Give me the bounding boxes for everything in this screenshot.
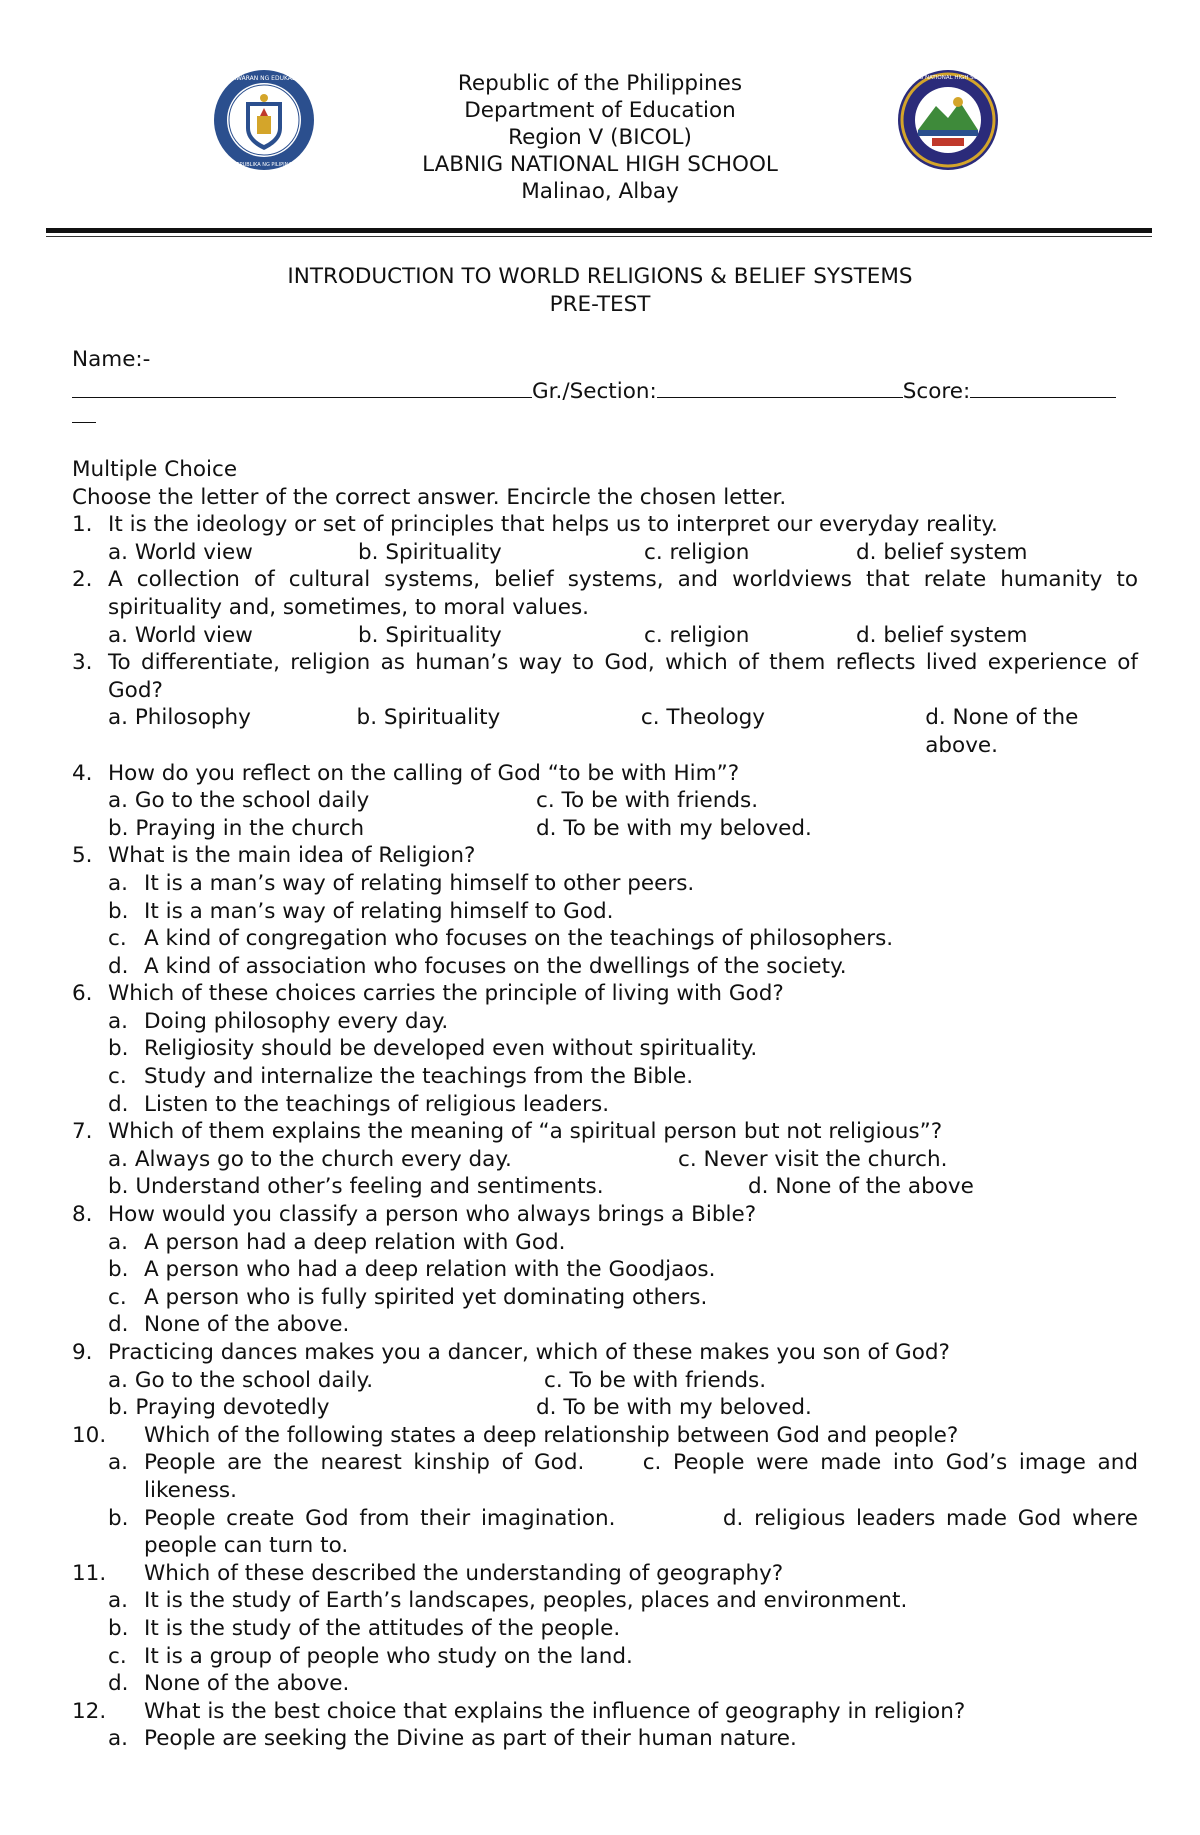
option-d[interactable]: d. To be with my beloved.	[536, 1395, 812, 1421]
seal-left-text: KAGAWARAN NG EDUKASYON	[219, 75, 309, 82]
option-text: Doing philosophy every day.	[144, 1008, 449, 1034]
option-text: Listen to the teachings of religious leaders.	[144, 1091, 610, 1117]
option-c[interactable]: c. To be with friends.	[544, 1367, 767, 1393]
option-c-text[interactable]: People were made into God’s image and likeness.	[144, 1450, 1139, 1503]
question-4-options-row-1	[108, 787, 1138, 815]
option-b[interactable]	[108, 1035, 1138, 1063]
option-letter: a.	[108, 1588, 129, 1614]
score-label: Score:	[902, 379, 971, 404]
question-3-options	[108, 704, 1138, 759]
question-number: 7.	[72, 1119, 93, 1145]
question-8-options	[108, 1229, 1138, 1339]
option-b[interactable]: b. Praying devotedly	[108, 1395, 330, 1421]
test-title: PRE-TEST	[549, 292, 651, 317]
school-seal-icon	[896, 68, 1000, 172]
name-label: Name:-	[72, 347, 151, 372]
question-9-options-row-2	[108, 1394, 1138, 1422]
question-number: 10.	[72, 1422, 107, 1448]
question-number: 12.	[72, 1698, 107, 1724]
option-a[interactable]	[108, 1587, 1138, 1615]
question-number: 11.	[72, 1560, 107, 1586]
option-text: A kind of congregation who focuses on the teachings of philosophers.	[144, 926, 894, 952]
question-6	[72, 980, 1138, 1008]
option-letter: b.	[108, 1505, 129, 1531]
option-d-text[interactable]: religious leaders made God where people can turn to.	[144, 1505, 1139, 1559]
question-text: Which of these choices carries the principle of living with God?	[108, 981, 784, 1007]
option-c[interactable]	[108, 1643, 1138, 1671]
option-letter: b.	[108, 898, 129, 924]
option-d[interactable]	[108, 953, 1138, 981]
option-a[interactable]	[108, 870, 1138, 898]
option-a[interactable]	[108, 1725, 1138, 1753]
option-b[interactable]: b. Spirituality	[358, 622, 502, 648]
subject-title: INTRODUCTION TO WORLD RELIGIONS & BELIEF SYSTEMS	[287, 264, 913, 289]
deped-seal-icon	[212, 68, 316, 172]
option-letter: d.	[108, 953, 129, 979]
option-a[interactable]	[108, 1229, 1138, 1257]
option-text: A person who is fully spirited yet dominating others.	[144, 1284, 708, 1310]
option-a-text[interactable]: People are the nearest kinship of God.	[144, 1450, 585, 1476]
question-11-options	[108, 1587, 1138, 1697]
section-title: Multiple Choice	[72, 457, 238, 482]
option-letter: d.	[108, 1671, 129, 1697]
option-text: None of the above.	[144, 1312, 350, 1338]
question-7-options-row-1	[108, 1146, 1138, 1174]
option-d[interactable]: d. None of the above.	[925, 705, 1079, 758]
question-number: 5.	[72, 843, 93, 869]
option-row-b-d	[108, 1505, 1138, 1560]
option-c[interactable]	[108, 1284, 1138, 1312]
option-c[interactable]: c. religion	[644, 622, 750, 648]
header-divider	[46, 228, 1152, 233]
question-text: How would you classify a person who always brings a Bible?	[108, 1202, 757, 1228]
question-12	[72, 1698, 1138, 1726]
question-3	[72, 649, 1138, 704]
question-number: 1.	[72, 512, 93, 538]
option-text: It is the study of the attitudes of the people.	[144, 1615, 621, 1641]
option-letter-c: c.	[642, 1450, 662, 1476]
question-5-options	[108, 870, 1138, 980]
option-c[interactable]: c. Theology	[640, 705, 766, 731]
option-letter: d.	[108, 1091, 129, 1117]
option-letter: a.	[108, 1450, 129, 1476]
seal-left-bottom-text: REPUBLIKA NG PILIPINAS	[233, 162, 295, 168]
question-2-options	[108, 622, 1138, 650]
question-number: 8.	[72, 1202, 93, 1228]
option-a[interactable]: a. Philosophy	[108, 705, 251, 731]
question-7-options-row-2	[108, 1173, 1138, 1201]
question-text: Practicing dances makes you a dancer, which of these makes you son of God?	[108, 1340, 950, 1365]
instructions: Choose the letter of the correct answer. Encircle the chosen letter.	[72, 484, 787, 510]
option-text: A kind of association who focuses on the dwellings of the society.	[144, 953, 847, 979]
option-c[interactable]: c. Never visit the church.	[678, 1146, 948, 1172]
option-b-d-text[interactable]	[144, 1505, 1138, 1560]
option-b[interactable]	[108, 1256, 1138, 1284]
option-c[interactable]	[108, 1063, 1138, 1091]
option-text: It is a man’s way of relating himself to God.	[144, 898, 614, 924]
option-letter: a.	[108, 1726, 129, 1752]
option-d[interactable]: d. None of the above	[748, 1174, 974, 1200]
question-number: 9.	[72, 1340, 93, 1365]
option-text: It is a group of people who study on the land.	[144, 1643, 633, 1669]
question-text: To differentiate, religion as human’s way to God, which of them reflects lived experience of God?	[108, 650, 1138, 703]
option-letter: c.	[108, 1064, 127, 1090]
option-letter: b.	[108, 1615, 129, 1641]
option-a[interactable]	[108, 1008, 1138, 1036]
question-text: Which of the following states a deep relationship between God and people?	[144, 1422, 959, 1448]
option-text: People are seeking the Divine as part of their human nature.	[144, 1726, 797, 1752]
option-a-c-text[interactable]	[144, 1449, 1138, 1504]
option-a[interactable]: a. World view	[108, 622, 253, 648]
question-1	[72, 511, 1138, 539]
header-line-republic: Republic of the Philippines	[457, 71, 743, 96]
question-4-options-row-2	[108, 815, 1138, 843]
option-letter: a.	[108, 1229, 129, 1255]
option-letter: c.	[108, 1643, 127, 1669]
question-text: How do you reflect on the calling of God “to be with Him”?	[108, 760, 740, 786]
question-7	[72, 1118, 1138, 1146]
option-text: A person had a deep relation with God.	[144, 1229, 566, 1255]
option-d[interactable]: d. belief system	[856, 622, 1028, 648]
option-b[interactable]: b. Understand other’s feeling and sentiments.	[108, 1174, 604, 1200]
option-b[interactable]	[108, 898, 1138, 926]
score-field-continuation	[72, 404, 96, 423]
option-a[interactable]: a. World view	[108, 539, 253, 565]
option-b-text[interactable]: People create God from their imagination.	[144, 1505, 616, 1531]
question-number: 4.	[72, 760, 93, 786]
option-letter: a.	[108, 870, 129, 896]
option-a[interactable]: a. Always go to the church every day.	[108, 1146, 512, 1172]
question-10-options	[108, 1449, 1138, 1559]
question-9-options-row-1	[108, 1367, 1138, 1395]
option-c[interactable]: c. To be with friends.	[536, 788, 759, 814]
question-number: 6.	[72, 981, 93, 1007]
question-text: What is the best choice that explains the influence of geography in religion?	[144, 1698, 966, 1724]
question-8	[72, 1201, 1138, 1229]
option-letter: d.	[108, 1312, 129, 1338]
option-c[interactable]: c. religion	[644, 539, 750, 565]
option-d[interactable]	[108, 1091, 1138, 1119]
option-text: Religiosity should be developed even without spirituality.	[144, 1036, 758, 1062]
form-line	[72, 375, 1138, 407]
question-5	[72, 842, 1138, 870]
header-line-school: LABNIG NATIONAL HIGH SCHOOL	[422, 152, 778, 177]
question-text: Which of them explains the meaning of “a spiritual person but not religious”?	[108, 1119, 943, 1145]
question-1-options	[108, 539, 1138, 567]
option-d[interactable]	[108, 1670, 1138, 1698]
question-number: 2.	[72, 567, 93, 593]
question-text: What is the main idea of Religion?	[108, 843, 476, 869]
option-letter: c.	[108, 926, 127, 952]
option-d[interactable]: d. To be with my beloved.	[536, 815, 812, 841]
question-9	[72, 1339, 1138, 1367]
title-block	[200, 263, 1000, 319]
option-text: Study and internalize the teachings from the Bible.	[144, 1064, 694, 1090]
question-12-options	[108, 1725, 1138, 1753]
question-11	[72, 1560, 1138, 1588]
option-letter: b.	[108, 1257, 129, 1283]
section-label: Gr./Section:	[532, 379, 657, 404]
option-letter: c.	[108, 1284, 127, 1310]
question-text: Which of these described the understanding of geography?	[144, 1560, 784, 1586]
header-block	[350, 70, 850, 205]
option-d[interactable]	[108, 1311, 1138, 1339]
question-text: A collection of cultural systems, belief systems, and worldviews that relate humanity to spirituality and, sometimes, to moral values.	[108, 567, 1138, 620]
option-b[interactable]: b. Praying in the church	[108, 815, 365, 841]
option-letter: a.	[108, 1008, 129, 1034]
option-c[interactable]	[108, 925, 1138, 953]
option-d[interactable]: d. belief system	[856, 539, 1028, 565]
seal-right-text: LABNIG NATIONAL HIGH SCHOOL	[902, 75, 994, 81]
header-line-location: Malinao, Albay	[521, 179, 679, 204]
option-a[interactable]: a. Go to the school daily	[108, 788, 370, 814]
option-text: It is a man’s way of relating himself to other peers.	[144, 870, 695, 896]
name-field[interactable]	[72, 375, 532, 398]
question-2	[72, 566, 1138, 621]
option-b[interactable]: b. Spirituality	[358, 539, 502, 565]
question-10	[72, 1422, 1138, 1450]
question-4	[72, 760, 1138, 788]
header-line-region: Region V (BICOL)	[508, 125, 692, 150]
option-text: A person who had a deep relation with the Goodjaos.	[144, 1257, 716, 1283]
option-text: None of the above.	[144, 1671, 350, 1697]
option-letter-d: d.	[722, 1505, 744, 1531]
test-content	[72, 456, 1138, 1753]
question-text: It is the ideology or set of principles that helps us to interpret our everyday reality.	[108, 512, 998, 538]
option-row-a-c	[108, 1449, 1138, 1504]
option-text: It is the study of Earth’s landscapes, peoples, places and environment.	[144, 1588, 908, 1614]
option-b[interactable]: b. Spirituality	[356, 705, 501, 731]
header-line-department: Department of Education	[464, 98, 736, 123]
option-a[interactable]: a. Go to the school daily.	[108, 1367, 374, 1393]
section-field[interactable]	[657, 375, 903, 398]
question-6-options	[108, 1008, 1138, 1118]
option-letter: b.	[108, 1036, 129, 1062]
option-b[interactable]	[108, 1615, 1138, 1643]
score-field[interactable]	[970, 375, 1116, 398]
question-number: 3.	[72, 650, 93, 676]
header-divider-thin	[46, 236, 1152, 237]
